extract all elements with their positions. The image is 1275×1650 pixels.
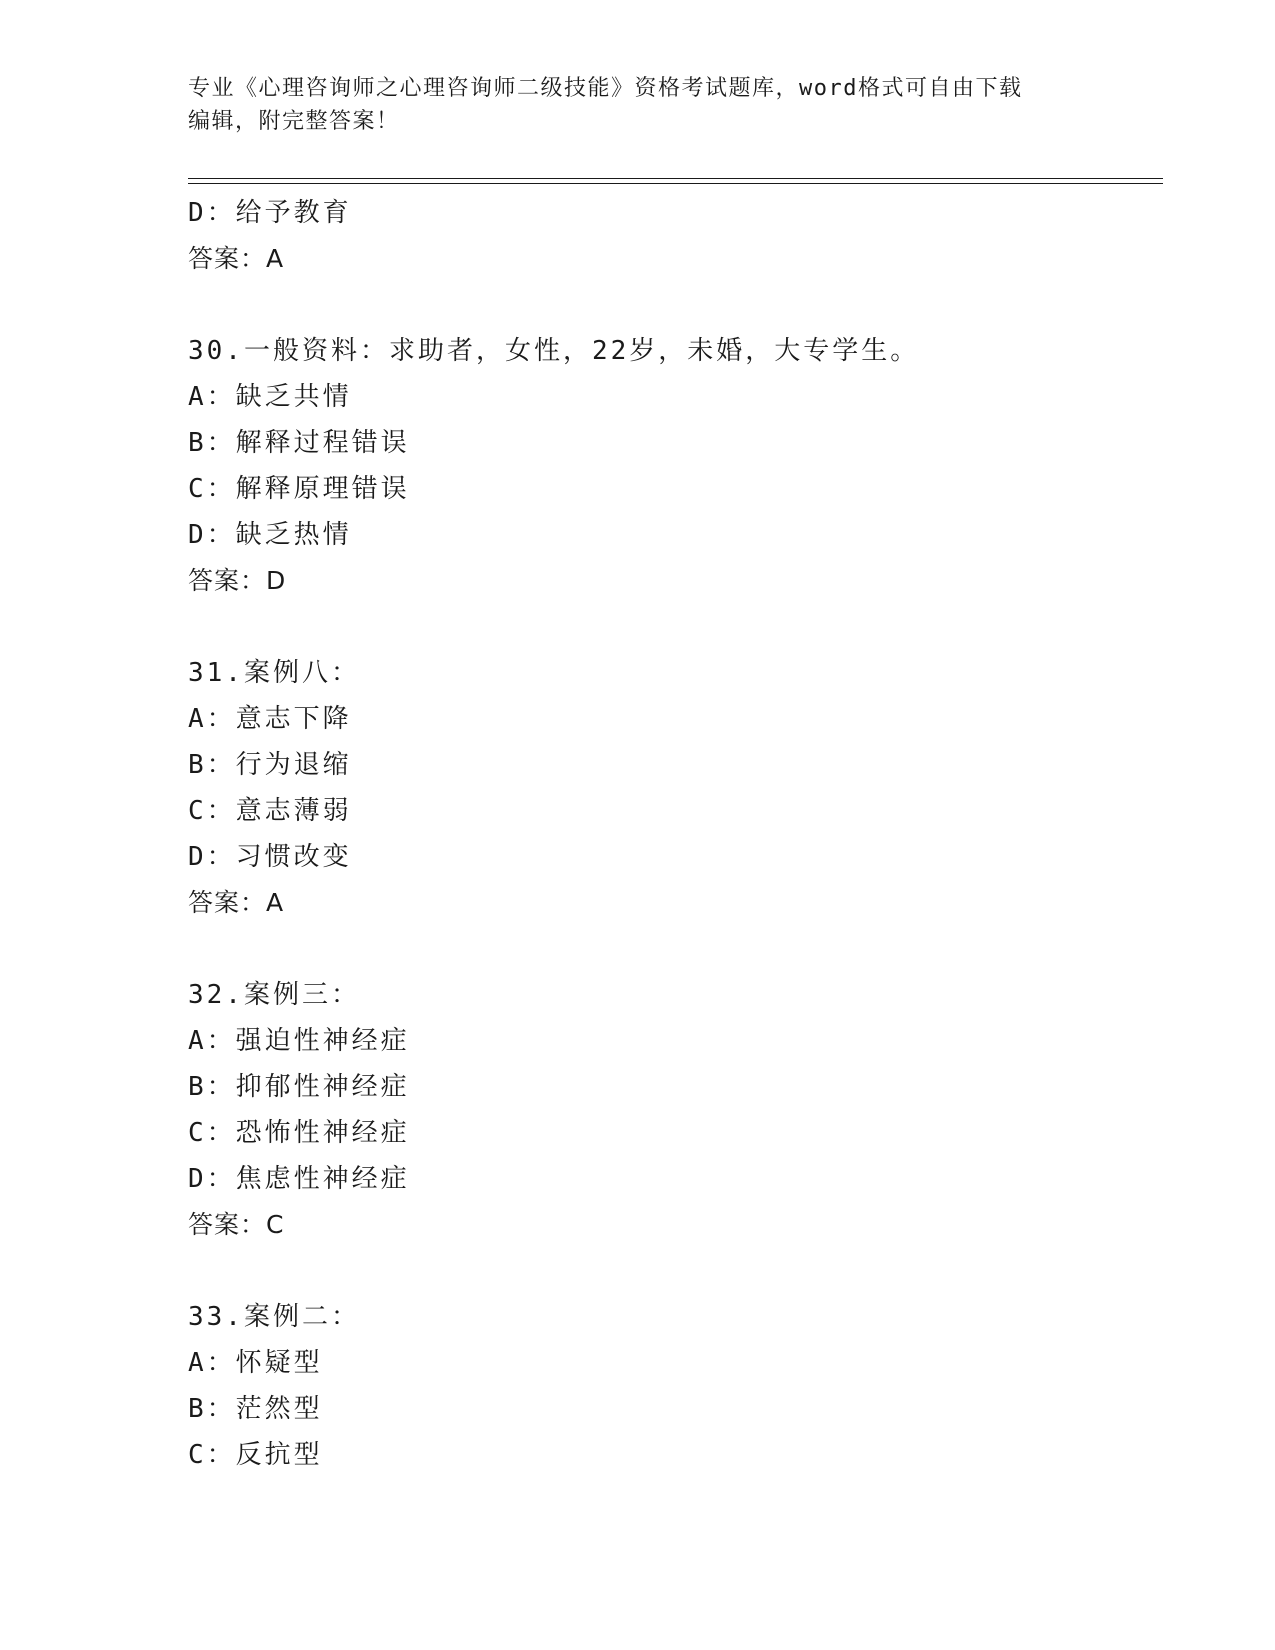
option-d: D：给予教育	[188, 198, 352, 228]
spacer	[188, 604, 1163, 650]
spacer	[188, 1248, 1163, 1294]
option-a: A：强迫性神经症	[188, 1026, 410, 1056]
option-c: C：恐怖性神经症	[188, 1118, 410, 1148]
question-stem: 32.案例三：	[188, 980, 360, 1010]
header-line-2: 编辑，附完整答案！	[188, 109, 400, 134]
question-30	[188, 328, 1163, 604]
question-33	[188, 1294, 1163, 1478]
option-a: A：意志下降	[188, 704, 352, 734]
option-a: A：缺乏共情	[188, 382, 352, 412]
question-stem: 30.一般资料：求助者，女性，22岁，未婚，大专学生。	[188, 336, 920, 366]
option-c: C：意志薄弱	[188, 796, 352, 826]
answer: 答案：A	[188, 244, 285, 273]
option-a: A：怀疑型	[188, 1348, 323, 1378]
option-b: B：解释过程错误	[188, 428, 410, 458]
option-b: B：抑郁性神经症	[188, 1072, 410, 1102]
question-31	[188, 650, 1163, 926]
spacer	[188, 926, 1163, 972]
option-c: C：解释原理错误	[188, 474, 410, 504]
header-divider-bottom	[188, 183, 1163, 184]
document-header	[188, 72, 1088, 138]
option-d: D：焦虑性神经症	[188, 1164, 410, 1194]
header-line-1: 专业《心理咨询师之心理咨询师二级技能》资格考试题库，word格式可自由下载	[188, 76, 1023, 101]
answer: 答案：A	[188, 888, 285, 917]
question-list	[188, 190, 1163, 1478]
spacer	[188, 282, 1163, 328]
answer: 答案：D	[188, 566, 287, 595]
question-stem: 33.案例二：	[188, 1302, 360, 1332]
answer: 答案：C	[188, 1210, 285, 1239]
option-d: D：习惯改变	[188, 842, 352, 872]
option-d: D：缺乏热情	[188, 520, 352, 550]
question-32	[188, 972, 1163, 1248]
question-stem: 31.案例八：	[188, 658, 360, 688]
option-b: B：茫然型	[188, 1394, 323, 1424]
option-b: B：行为退缩	[188, 750, 352, 780]
header-divider-top	[188, 178, 1163, 179]
option-c: C：反抗型	[188, 1440, 323, 1470]
